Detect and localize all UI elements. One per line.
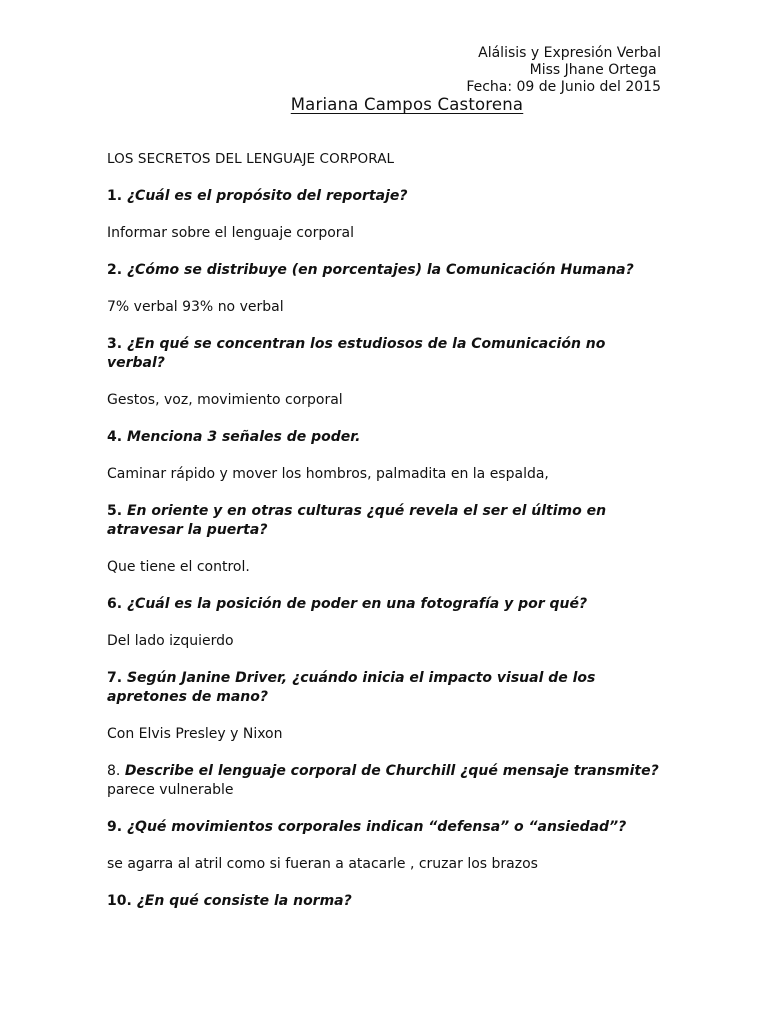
question-text: ¿Cómo se distribuye (en porcentajes) la Comunicación Humana? bbox=[126, 262, 634, 278]
question-8 bbox=[107, 762, 667, 800]
question-6 bbox=[107, 595, 667, 614]
question-3 bbox=[107, 335, 667, 373]
question-text: ¿Cuál es la posición de poder en una fotografía y por qué? bbox=[126, 596, 588, 612]
teacher-name: Miss Jhane Ortega bbox=[529, 62, 661, 78]
question-number: 5. bbox=[107, 503, 123, 519]
header-block bbox=[466, 45, 661, 96]
question-text: En oriente y en otras culturas ¿qué revela el ser el último en atravesar la puerta? bbox=[107, 503, 607, 538]
question-text: ¿Qué movimientos corporales indican “defensa” o “ansiedad”? bbox=[126, 819, 627, 835]
answer-8: parece vulnerable bbox=[107, 782, 234, 798]
question-number: 7. bbox=[107, 670, 123, 686]
question-number: 9. bbox=[107, 819, 123, 835]
answer-5: Que tiene el control. bbox=[107, 559, 250, 575]
question-number: 1. bbox=[107, 188, 123, 204]
question-number: 3. bbox=[107, 336, 123, 352]
question-text: ¿En qué se concentran los estudiosos de la Comunicación no verbal? bbox=[107, 336, 606, 371]
answer-2: 7% verbal 93% no verbal bbox=[107, 299, 284, 315]
question-text: Describe el lenguaje corporal de Churchill ¿qué mensaje transmite? bbox=[124, 763, 659, 779]
question-5 bbox=[107, 502, 667, 540]
question-text: ¿Cuál es el propósito del reportaje? bbox=[126, 188, 408, 204]
question-number: 2. bbox=[107, 262, 123, 278]
question-text: Según Janine Driver, ¿cuándo inicia el impacto visual de los apretones de mano? bbox=[107, 670, 596, 705]
answer-6: Del lado izquierdo bbox=[107, 633, 234, 649]
course-name: Alálisis y Expresión Verbal bbox=[478, 45, 661, 61]
answer-7: Con Elvis Presley y Nixon bbox=[107, 726, 283, 742]
document-body bbox=[107, 150, 667, 929]
question-2 bbox=[107, 261, 667, 280]
answer-3: Gestos, voz, movimiento corporal bbox=[107, 392, 343, 408]
question-7 bbox=[107, 669, 667, 707]
date-line: Fecha: 09 de Junio del 2015 bbox=[466, 79, 661, 95]
student-name: Mariana Campos Castorena bbox=[290, 95, 524, 114]
question-number: 8. bbox=[107, 763, 121, 779]
question-text: Menciona 3 señales de poder. bbox=[126, 429, 361, 445]
answer-4: Caminar rápido y mover los hombros, palmadita en la espalda, bbox=[107, 466, 549, 482]
question-4 bbox=[107, 428, 667, 447]
question-10 bbox=[107, 892, 667, 911]
question-1 bbox=[107, 187, 667, 206]
question-number: 10. bbox=[107, 893, 132, 909]
question-number: 4. bbox=[107, 429, 123, 445]
answer-9: se agarra al atril como si fueran a atacarle , cruzar los brazos bbox=[107, 856, 538, 872]
question-number: 6. bbox=[107, 596, 123, 612]
question-9 bbox=[107, 818, 667, 837]
question-text: ¿En qué consiste la norma? bbox=[136, 893, 352, 909]
answer-1: Informar sobre el lenguaje corporal bbox=[107, 225, 355, 241]
document-title: LOS SECRETOS DEL LENGUAJE CORPORAL bbox=[107, 151, 395, 167]
